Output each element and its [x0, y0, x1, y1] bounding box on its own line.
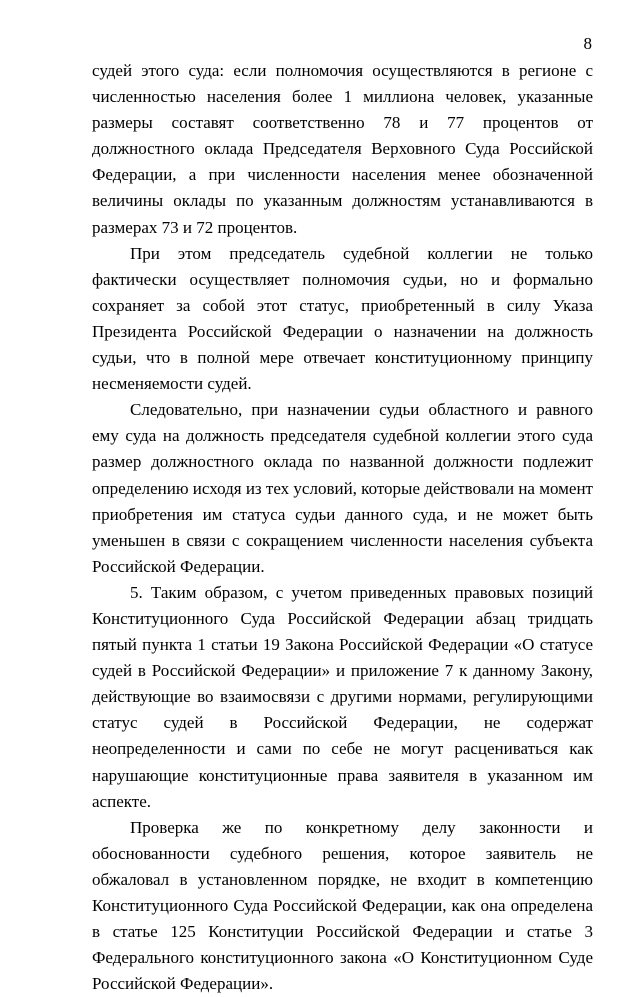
paragraph: Следовательно, при назначении судьи областного и равного ему суда на должность председателя судебной коллегии этого суда размер должностного оклада по названной должности подлежит определению исходя из тех условий, которые действовали на момент приобретения им статуса судьи данного суда, и не может быть уменьшен в связи с сокращением численности населения субъекта Российской Федерации. [92, 400, 593, 576]
paragraph: 5. Таким образом, с учетом приведенных правовых позиций Конституционного Суда Российской Федерации абзац тридцать пятый пункта 1 статьи 19 Закона Российской Федерации «О статусе судей в Российской Федерации» и приложение 7 к данному Закону, действующие во взаимосвязи с другими нормами, регулирующими статус судей в Российской Федерации, не содержат неопределенности и сами по себе не могут расцениваться как нарушающие конституционные права заявителя в указанном им аспекте. [92, 582, 593, 811]
page-number: 8 [583, 34, 592, 53]
paragraph: При этом председатель судебной коллегии не только фактически осуществляет полномочия судьи, но и формально сохраняет за собой этот статус, приобретенный в силу Указа Президента Российской Федерации о назначении на должность судьи, что в полной мере отвечает конституционному принципу несменяемости судей. [92, 243, 593, 394]
document-body [92, 58, 593, 997]
paragraph-continuation: судей этого суда: если полномочия осуществляются в регионе с численностью населения более 1 миллиона человек, указанные размеры составят соответственно 78 и 77 процентов от должностного оклада Председателя Верховного Суда Российской Федерации, а при численности населения менее обозначенной величины оклады по указанным должностям устанавливаются в размерах 73 и 72 процентов. [92, 61, 593, 237]
paragraph: Проверка же по конкретному делу законности и обоснованности судебного решения, которое заявитель не обжаловал в установленном порядке, не входит в компетенцию Конституционного Суда Российской Федерации, как она определена в статье 125 Конституции Российской Федерации и статье 3 Федерального конституционного закона «О Конституционном Суде Российской Федерации». [92, 817, 593, 994]
